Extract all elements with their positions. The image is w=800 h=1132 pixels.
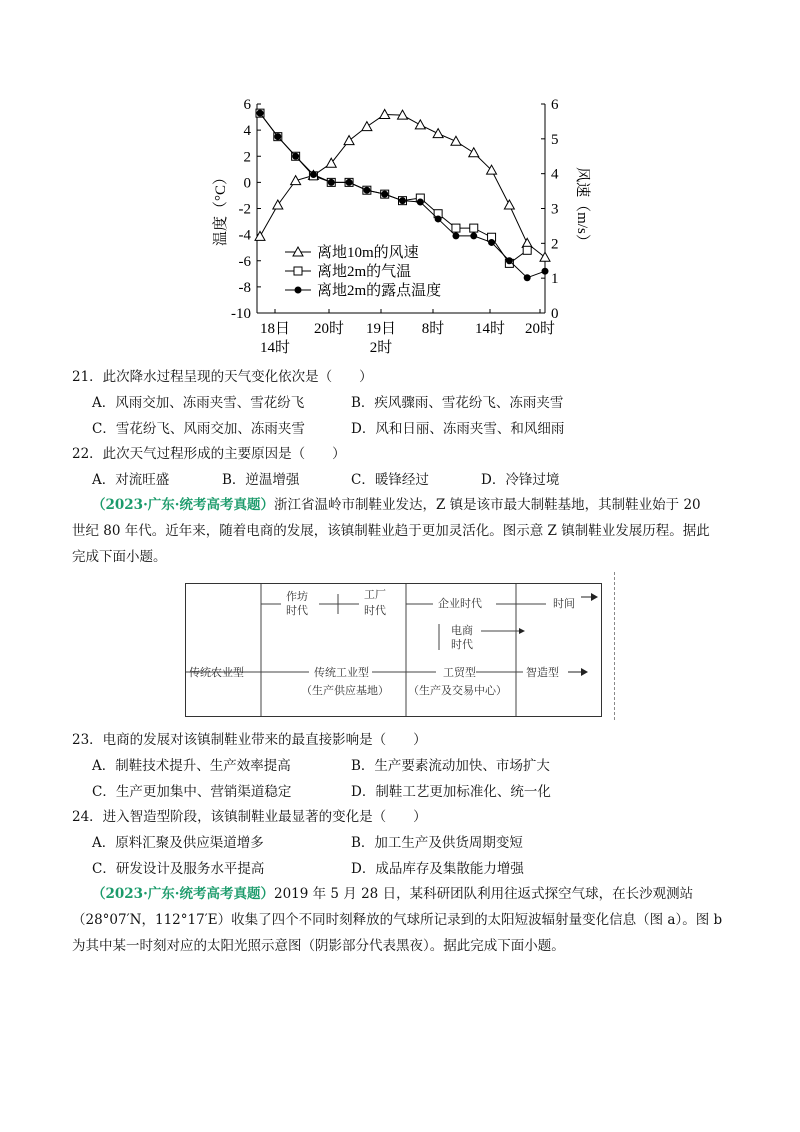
label-workshop-1: 作坊	[286, 590, 308, 603]
y-tick-label-right: 5	[551, 131, 559, 148]
data-point-triangle	[469, 148, 479, 157]
label-workshop-2: 时代	[286, 604, 308, 617]
q23-option-a: A．制鞋技术提升、生产效率提高	[92, 758, 291, 774]
y-tick-label-left: -10	[231, 306, 251, 322]
passage3-line3: 为其中某一时刻对应的太阳光照示意图（阴影部分代表黑夜）。据此完成下面小题。	[72, 938, 565, 954]
q24-option-a: A．原料汇聚及供应渠道增多	[92, 835, 264, 851]
data-point-triangle	[273, 200, 283, 209]
data-point-square	[470, 224, 478, 232]
q23-option-d: D．制鞋工艺更加标准化、统一化	[351, 784, 551, 800]
passage2-line2: 世纪 80 年代。近年来，随着电商的发展，该镇制鞋业趋于更加灵活化。图示意 Z 镇制鞋业发展历程。据此	[72, 523, 710, 539]
data-point-triangle	[344, 136, 354, 145]
x-tick-label: 14时	[259, 340, 291, 356]
x-tick-label: 20时	[313, 321, 345, 337]
q22-option-c: C．暖锋经过	[351, 472, 429, 488]
q23-stem: 23．电商的发展对该镇制鞋业带来的最直接影响是（ ）	[72, 732, 427, 748]
q21-option-a: A．风雨交加、冻雨夹雪、雪花纷飞	[92, 395, 305, 411]
x-tick-label: 2时	[369, 340, 393, 356]
label-ecom-1: 电商	[451, 624, 473, 637]
data-point-triangle	[540, 252, 550, 261]
label-enterprise: 企业时代	[438, 597, 482, 610]
data-point-circle	[542, 268, 549, 275]
label-traditional-agri: 传统农业型	[189, 666, 244, 679]
y-axis-label-left: 温度（°C）	[213, 169, 229, 247]
q24-stem: 24．进入智造型阶段，该镇制鞋业最显著的变化是（ ）	[72, 809, 427, 825]
q22-stem: 22．此次天气过程形成的主要原因是（ ）	[72, 446, 346, 462]
label-traditional-industry: 传统工业型	[314, 666, 369, 679]
flow-divider-dashed	[614, 572, 615, 720]
passage2-source: （2023·广东·统考高考真题）	[92, 497, 274, 513]
q24-option-d: D．成品库存及集散能力增强	[351, 861, 524, 877]
label-trade-center: （生产及交易中心）	[408, 684, 507, 697]
data-point-triangle	[415, 120, 425, 129]
y-tick-label-left: -4	[238, 227, 251, 244]
legend-label: 离地10m的风速	[317, 245, 419, 261]
data-point-circle	[399, 197, 406, 204]
y-axis-label-right: 风速（m/s）	[574, 167, 590, 249]
x-tick-label: 19日	[365, 321, 397, 337]
data-point-triangle	[380, 109, 390, 118]
q23-option-c: C．生产更加集中、营销渠道稳定	[92, 784, 292, 800]
label-factory-2: 时代	[364, 604, 386, 617]
y-tick-label-left: 4	[243, 123, 251, 140]
legend-marker-square	[294, 267, 302, 275]
label-smart-manufacturing: 智造型	[526, 666, 559, 679]
data-point-circle	[435, 215, 442, 222]
label-ecom-2: 时代	[451, 638, 473, 651]
shoe-industry-timeline-diagram	[185, 583, 602, 717]
q22-option-d: D．冷锋过境	[481, 472, 560, 488]
data-point-circle	[488, 239, 495, 246]
passage3-source: （2023·广东·统考高考真题）	[92, 886, 274, 902]
q21-option-b: B．疾风骤雨、雪花纷飞、冻雨夹雪	[351, 395, 564, 411]
q23-option-b: B．生产要素流动加快、市场扩大	[351, 758, 550, 774]
weather-chart	[0, 0, 800, 370]
data-point-triangle	[504, 200, 514, 209]
series-line-0	[260, 114, 545, 257]
q21-stem: 21．此次降水过程呈现的天气变化依次是（ ）	[72, 369, 373, 385]
label-trade-type: 工贸型	[443, 666, 476, 679]
x-tick-label: 8时	[421, 321, 445, 337]
q22-option-a: A．对流旺盛	[92, 472, 170, 488]
y-tick-label-left: 2	[243, 149, 251, 166]
data-point-square	[452, 224, 460, 232]
y-tick-label-left: 0	[243, 175, 251, 192]
data-point-circle	[346, 179, 353, 186]
legend-label: 离地2m的露点温度	[317, 283, 442, 299]
data-point-circle	[452, 232, 459, 239]
flow-lines	[186, 584, 616, 716]
y-tick-label-left: 6	[243, 97, 251, 113]
y-tick-label-right: 2	[551, 236, 559, 253]
passage2-line3: 完成下面小题。	[72, 549, 167, 565]
data-point-circle	[524, 274, 531, 281]
data-point-triangle	[362, 122, 372, 131]
passage3-line1: （2023·广东·统考高考真题）2019 年 5 月 28 日，某科研团队利用往返式探空气球，在长沙观测站	[92, 886, 694, 902]
passage2-line1: （2023·广东·统考高考真题）浙江省温岭市制鞋业发达，Z 镇是该市最大制鞋基地，其制鞋业始于 20	[92, 497, 701, 513]
q22-option-b: B．逆温增强	[222, 472, 300, 488]
legend-marker-circle	[295, 287, 302, 294]
data-point-circle	[257, 110, 264, 117]
label-factory-1: 工厂	[364, 588, 386, 601]
y-tick-label-left: -2	[238, 201, 251, 218]
q24-option-c: C．研发设计及服务水平提高	[92, 861, 265, 877]
data-point-triangle	[433, 129, 443, 138]
data-point-circle	[274, 133, 281, 140]
legend-label: 离地2m的气温	[317, 264, 412, 280]
data-point-circle	[417, 198, 424, 205]
data-point-triangle	[291, 176, 301, 185]
y-tick-label-right: 0	[551, 306, 559, 322]
x-tick-label: 14时	[474, 321, 506, 337]
y-tick-label-right: 6	[551, 97, 559, 113]
data-point-circle	[470, 232, 477, 239]
q21-option-d: D．风和日丽、冻雨夹雪、和风细雨	[351, 421, 565, 437]
label-time: 时间	[553, 597, 575, 610]
data-point-circle	[292, 153, 299, 160]
q21-option-c: C．雪花纷飞、风雨交加、冻雨夹雪	[92, 421, 305, 437]
data-point-circle	[381, 191, 388, 198]
data-point-circle	[506, 257, 513, 264]
q24-option-b: B．加工生产及供货周期变短	[351, 835, 523, 851]
data-point-triangle	[451, 136, 461, 145]
label-supply-base: （生产供应基地）	[301, 684, 389, 697]
y-tick-label-left: -6	[238, 253, 251, 270]
y-tick-label-right: 4	[551, 166, 559, 183]
x-tick-label: 18日	[259, 321, 291, 337]
data-point-square	[523, 246, 531, 254]
y-tick-label-right: 3	[551, 201, 559, 218]
y-tick-label-left: -8	[238, 279, 251, 296]
x-tick-label: 20时	[524, 321, 556, 337]
data-point-circle	[310, 171, 317, 178]
data-point-circle	[363, 187, 370, 194]
y-tick-label-right: 1	[551, 271, 559, 288]
data-point-circle	[328, 179, 335, 186]
passage3-line2: （28°07′N，112°17′E）收集了四个不同时刻释放的气球所记录到的太阳短波辐射量变化信息（图 a）。图 b	[72, 912, 723, 928]
